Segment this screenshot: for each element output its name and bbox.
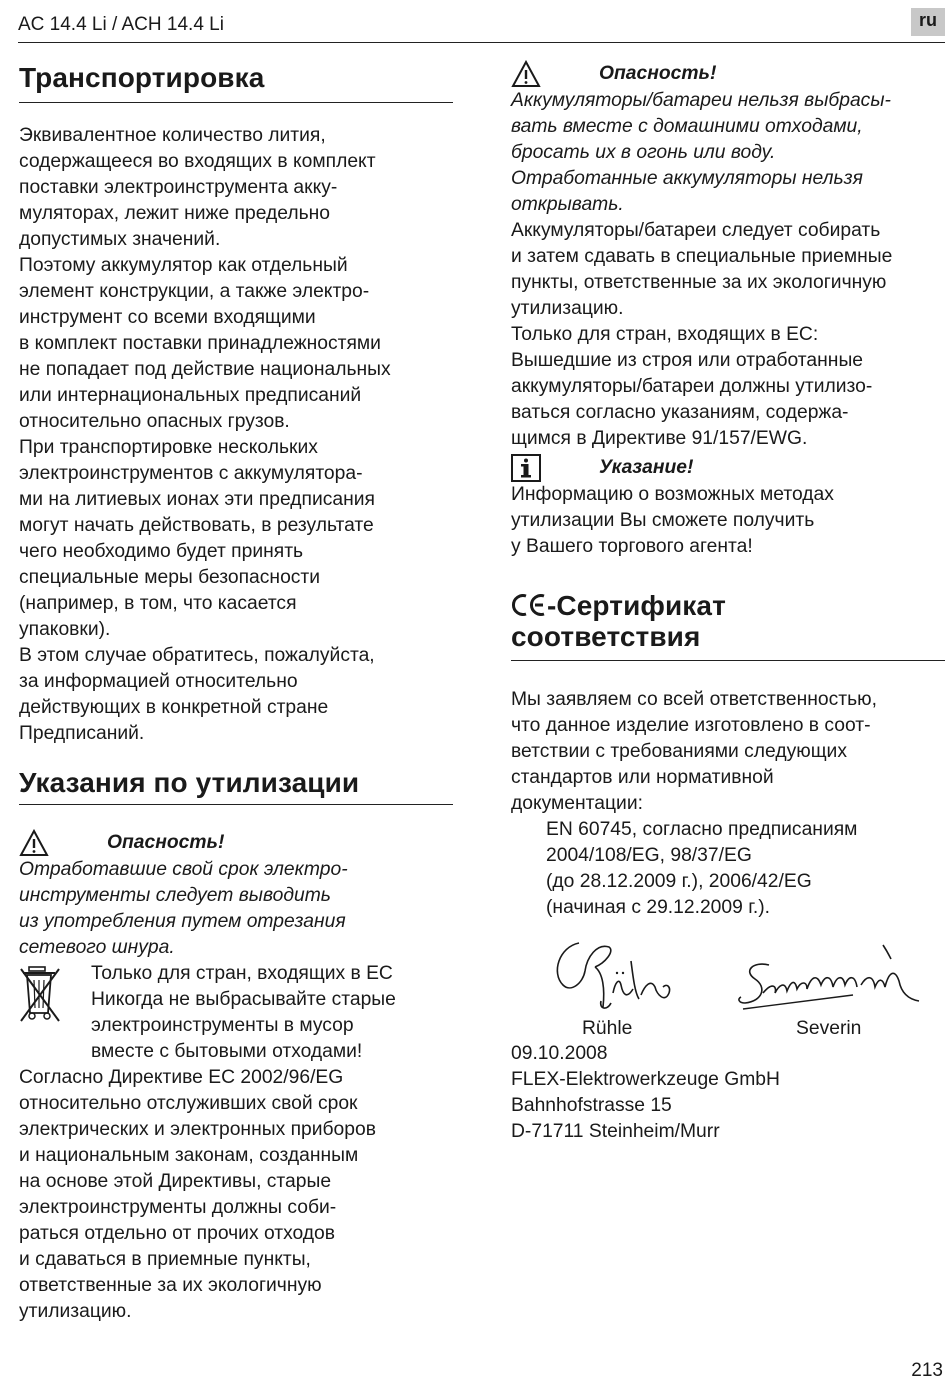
- model-name: AC 14.4 Li / ACH 14.4 Li: [18, 14, 224, 35]
- weee-block: [19, 961, 453, 1065]
- signature-severin-icon: [733, 941, 933, 1021]
- warning-triangle-icon: [19, 829, 49, 857]
- ce-title-line-2: соответствия: [511, 621, 701, 652]
- battery-eu-text: Только для стран, входящих в ЕС: Вышедшие из строя или отработанные аккумуляторы/батареи должны утилизо- ваться согласно указаниям, содержа- щимся в Директиве 91/157/EWG.: [511, 324, 873, 449]
- battery-collect-text: Аккумуляторы/батареи следует собирать и затем сдавать в специальные приемные пункты, ответственные за их экологичную утилизацию.: [511, 220, 893, 319]
- battery-danger-text: Аккумуляторы/батареи нельзя выбрасы- вать вместе с домашними отходами, бросать их в огонь или воду. Отработанные аккумуляторы нельзя открывать.: [511, 90, 891, 215]
- crossed-bin-icon: [19, 963, 67, 1023]
- disposal-danger-header: [19, 829, 453, 857]
- transport-paragraph-1: Эквивалентное количество лития, содержащееся во входящих в комплект поставки электроинструмента акку- муляторах, лежит ниже предельно допустимых значений.: [19, 125, 376, 250]
- disposal-title: Указания по утилизации: [19, 767, 360, 798]
- ce-company: FLEX-Elektrowerkzeuge GmbH: [511, 1069, 780, 1090]
- disposal-eu-text: Только для стран, входящих в ЕС Никогда не выбрасывайте старые электроинструменты в мусор вместе с бытовыми отходами!: [91, 963, 396, 1062]
- signatures: [511, 921, 945, 1041]
- disposal-danger-text: Отработавшие свой срок электро- инструменты следует выводить из употребления путем отрезания сетевого шнура.: [19, 859, 348, 958]
- warning-triangle-icon: [511, 60, 541, 88]
- info-icon: [511, 454, 541, 482]
- transport-title: Транспортировка: [19, 62, 265, 93]
- disposal-directive-text: Согласно Директиве ЕС 2002/96/EG относительно отслуживших свой срок электрических и электронных приборов и национальным законам, созданным на основе этой Директивы, старые электроинструменты должны соби- раться отдельно от прочих отходов и сдаваться в приемные пункты, ответственные за их экологичную утилизацию.: [19, 1067, 376, 1322]
- transport-paragraph-4: В этом случае обратитесь, пожалуйста, за информацией относительно действующих в конкретной стране Предписаний.: [19, 645, 375, 744]
- ce-city: D-71711 Steinheim/Murr: [511, 1121, 720, 1142]
- ce-standards: EN 60745, согласно предписаниям 2004/108/EG, 98/37/EG (до 28.12.2009 г.), 2006/42/EG (начиная с 29.12.2009 г.).: [546, 819, 858, 918]
- disposal-danger-label: Опасность!: [107, 832, 225, 853]
- page-number: 213: [911, 1360, 943, 1381]
- battery-note-text: Информацию о возможных методах утилизации Вы сможете получить у Вашего торгового агента!: [511, 484, 834, 557]
- left-column: [19, 56, 453, 1325]
- ce-title-line-1: -Сертификат: [547, 590, 726, 621]
- ce-title: [511, 590, 945, 652]
- ce-street: Bahnhofstrasse 15: [511, 1095, 672, 1116]
- transport-paragraph-2: Поэтому аккумулятор как отдельный элемент конструкции, а также электро- инструмент со всеми входящими в комплект поставки принадлежностями не попадает под действие национальных или интернациональных предписаний относительно опасных грузов.: [19, 255, 391, 432]
- right-column: [511, 56, 945, 1145]
- battery-danger-header: [511, 60, 945, 88]
- ce-mark-icon: [511, 593, 547, 617]
- ce-declaration: Мы заявляем со всей ответственностью, что данное изделие изготовлено в соот- ветствии с требованиями следующих стандартов или нормативной документации:: [511, 689, 877, 814]
- battery-note-header: [511, 454, 945, 482]
- signer-1-name: Rühle: [582, 1018, 633, 1039]
- ce-date: 09.10.2008: [511, 1043, 608, 1064]
- transport-paragraph-3: При транспортировке нескольких электроинструментов с аккумулятора- ми на литиевых ионах эти предписания могут начать действовать, в результате чего необходимо будет принять специальные меры безопасности (например, в том, что касается упаковки).: [19, 437, 375, 640]
- battery-danger-label: Опасность!: [599, 63, 717, 84]
- battery-note-label: Указание!: [599, 457, 694, 478]
- signer-2-name: Severin: [796, 1018, 862, 1039]
- language-badge: ru: [911, 8, 945, 36]
- page-header: [18, 12, 945, 43]
- signature-ruehle-icon: [549, 933, 689, 1023]
